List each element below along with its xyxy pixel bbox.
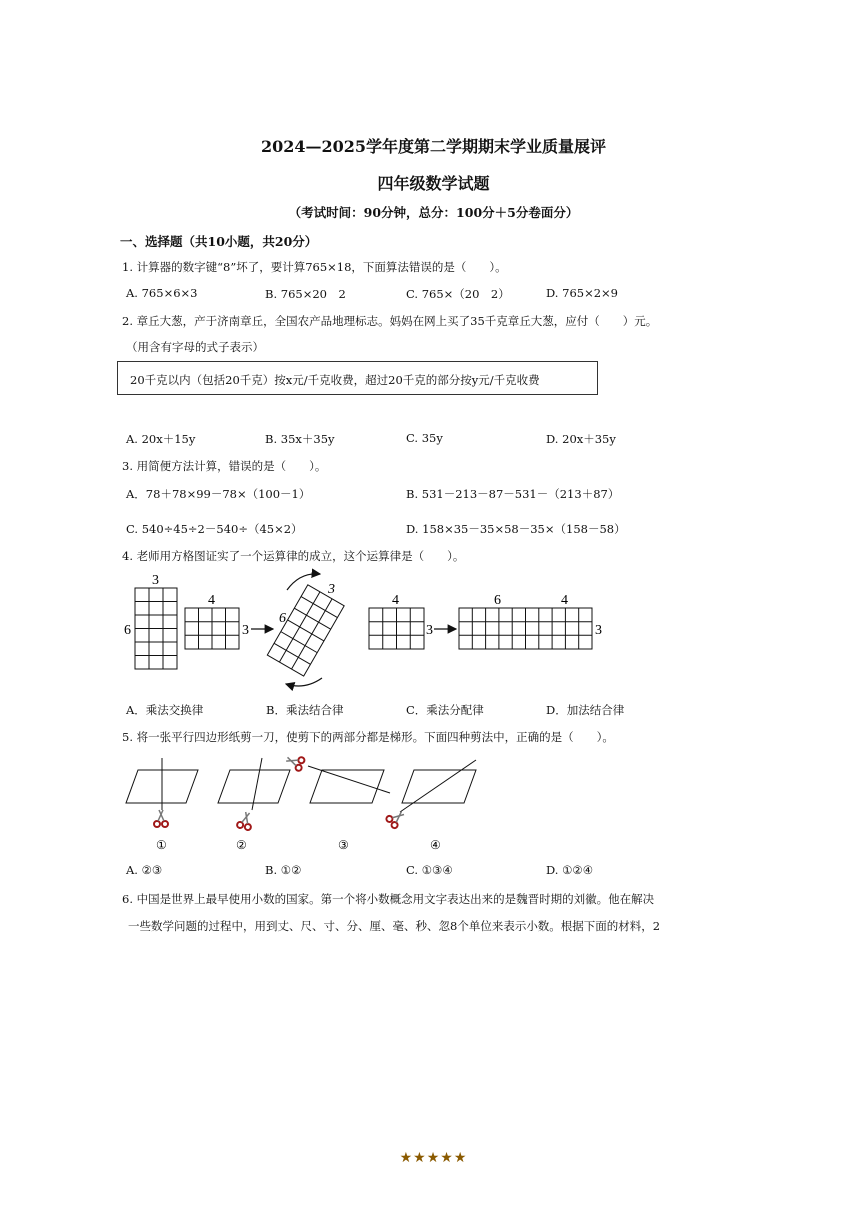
label-4-c: 4 [561,593,568,608]
question-5-stem: 5. 将一张平行四边形纸剪一刀，使剪下的两部分都是梯形。下面四种剪法中，正确的是（ ）。 [122,730,614,744]
scissors-icon-4 [385,808,407,830]
question-6-line-2: 一些数学问题的过程中，用到丈、尺、寸、分、厘、毫、秒、忽8个单位来表示小数。根据下面的材料，2 [128,919,661,933]
q1-option-d: D. 765×2×9 [546,286,618,300]
exam-info: （考试时间：90分钟，总分：100分＋5分卷面分） [288,205,579,220]
label-3-b: 3 [426,623,433,638]
q4-option-d: D．加法结合律 [546,703,625,717]
section-heading: 一、选择题（共10小题，共20分） [120,234,318,249]
pricing-rule-text: 20千克以内（包括20千克）按x元/千克收费，超过20千克的部分按y元/千克收费 [130,373,540,387]
label-4-a: 4 [208,593,215,608]
grid-4x3-b [369,608,424,649]
label-6-rot: 6 [279,611,286,626]
q3-option-c: C. 540÷45÷2－540÷（45×2） [126,522,303,536]
exam-title: 2024—2025学年度第二学期期末学业质量展评 [260,137,607,156]
grid-figure [0,560,867,695]
label-4-b: 4 [392,593,399,608]
cut-line-2 [252,758,262,810]
question-4-stem: 4. 老师用方格图证实了一个运算律的成立，这个运算律是（ ）。 [122,549,465,563]
q4-option-b: B．乘法结合律 [266,703,344,717]
scissors-icon-2 [236,811,254,831]
question-6-line-1: 6. 中国是世界上最早使用小数的国家。第一个将小数概念用文字表达出来的是魏晋时期的刘徽。他在解决 [122,892,655,906]
q1-option-a: A. 765×6×3 [126,286,198,300]
exam-subtitle: 四年级数学试题 [377,174,490,193]
label-6-c: 6 [494,593,501,608]
fig-label-2: ② [236,838,247,852]
label-3-rot: 3 [328,582,335,597]
label-6-left: 6 [124,623,131,638]
cut-line-4 [400,760,476,812]
q3-option-d: D. 158×35－35×58－35×（158－58） [406,522,626,536]
rotate-arrow-bottom [286,678,322,686]
q5-option-c: C. ①③④ [406,863,453,877]
label-3-a: 3 [242,623,249,638]
parallelogram-4 [402,770,476,803]
question-2-stem-cont: （用含有字母的式子表示） [126,340,264,354]
q2-option-b: B. 35x＋35y [265,432,335,446]
footer-stars: ★★★★★ [399,1150,468,1166]
question-2-stem: 2. 章丘大葱，产于济南章丘，全国农产品地理标志。妈妈在网上买了35千克章丘大葱，应付（ ）元。 [122,314,658,328]
q2-option-a: A. 20x＋15y [126,432,196,446]
label-3-top: 3 [152,573,159,588]
question-3-stem: 3. 用简便方法计算，错误的是（ ）。 [122,459,327,473]
label-3-c: 3 [595,623,602,638]
rotate-arrow-top [287,574,320,590]
grid-3x6 [135,588,177,669]
fig-label-1: ① [156,838,167,852]
q3-option-a: A．78＋78×99－78×（100－1） [126,487,311,501]
scissors-icon-1 [154,810,168,827]
parallelogram-3 [310,770,384,803]
q5-option-b: B. ①② [265,863,302,877]
fig-label-4: ④ [430,838,441,852]
rotated-grid [267,585,344,676]
q5-option-d: D. ①②④ [546,863,594,877]
parallelogram-cuts-figure [0,750,867,855]
q1-option-c: C. 765×（20 2） [406,287,510,301]
scissors-icon-3 [284,753,305,772]
fig-label-3: ③ [338,838,349,852]
q4-option-c: C．乘法分配律 [406,703,484,717]
grid-10x3 [459,608,592,649]
grid-4x3-a [185,608,239,649]
q5-option-a: A. ②③ [126,863,163,877]
q2-option-c: C. 35y [406,431,443,445]
q2-option-d: D. 20x＋35y [546,432,616,446]
question-1-stem: 1. 计算器的数字键“8”坏了，要计算765×18，下面算法错误的是（ ）。 [122,260,507,274]
q3-option-b: B. 531－213－87－531－（213＋87） [406,487,620,501]
q1-option-b: B. 765×20 2 [265,287,346,301]
q4-option-a: A．乘法交换律 [126,703,204,717]
